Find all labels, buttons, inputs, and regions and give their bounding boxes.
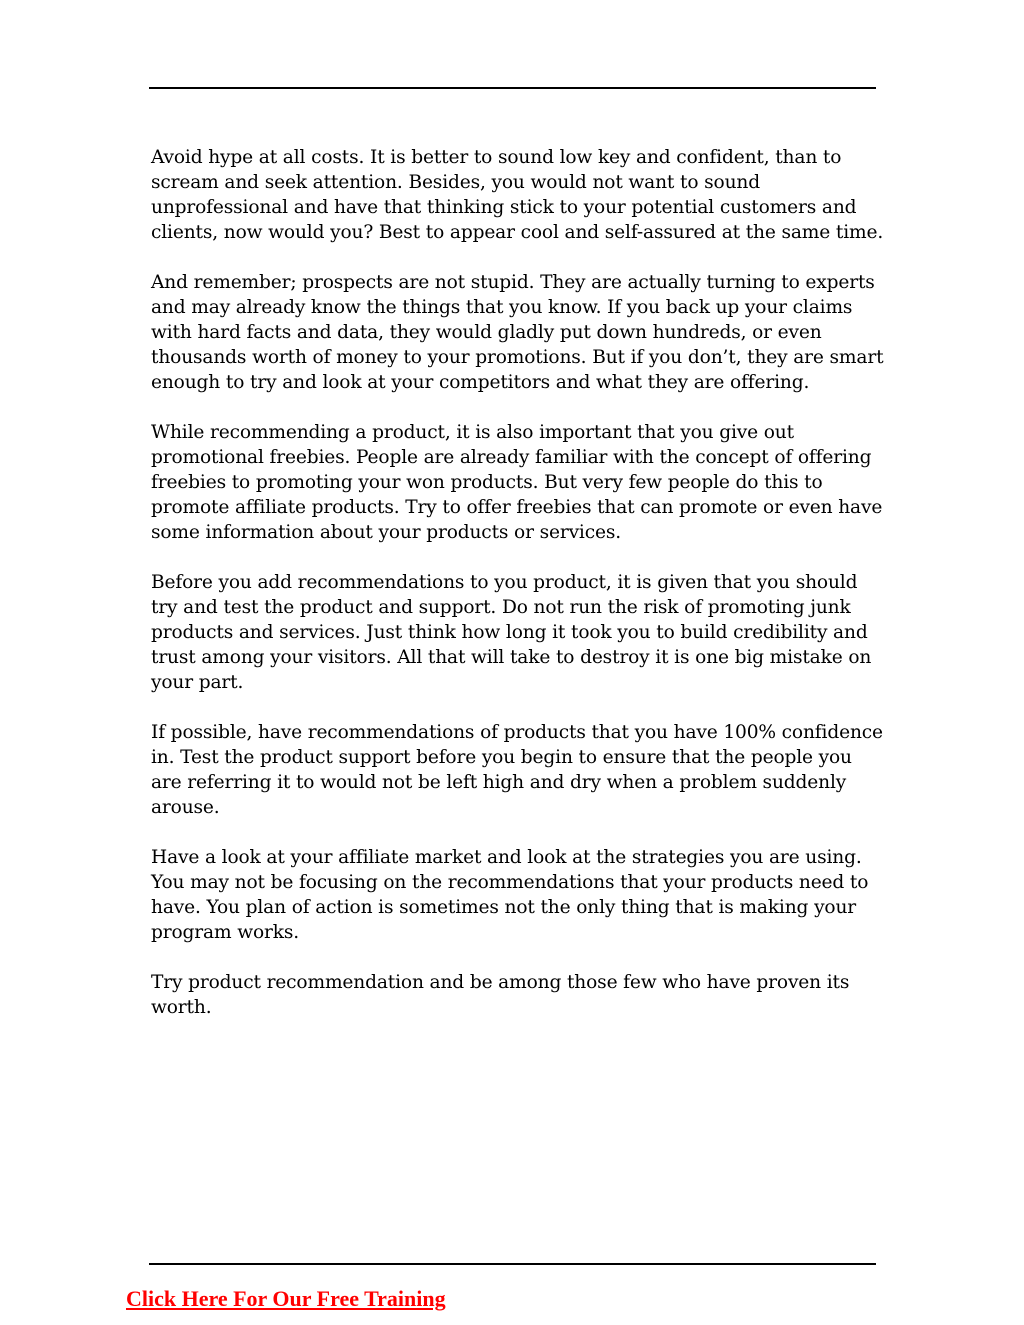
paragraph-promotional-freebies: While recommending a product, it is also important that you give out promotional freebies. People are already familiar with the concept of offering freebies to promoting your won products. But very few people do this to promote affiliate products. Try to offer freebies that can promote or even have some information about your products or services.: [151, 422, 883, 543]
paragraph-test-product: Before you add recommendations to you product, it is given that you should try and test the product and support. Do not run the risk of promoting junk products and services. Just think how long it took you to build credibility and trust among your visitors. All that will take to destroy it is one big mistake on your part.: [151, 572, 872, 693]
paragraph-avoid-hype: Avoid hype at all costs. It is better to sound low key and confident, than to scream and seek attention. Besides, you would not want to sound unprofessional and have that thinking stick to your potential customers and clients, now would you? Best to appear cool and self-assured at the same time.: [151, 147, 884, 243]
paragraph-affiliate-market: Have a look at your affiliate market and look at the strategies you are using. You may not be focusing on the recommendations that your products need to have. You plan of action is sometimes not the only thing that is making your program works.: [151, 847, 869, 943]
paragraph-prospects-not-stupid: And remember; prospects are not stupid. They are actually turning to experts and may already know the things that you know. If you back up your claims with hard facts and data, they would gladly put down hundreds, or even thousands worth of money to your promotions. But if you don’t, they are smart enough to try and look at your competitors and what they are offering.: [151, 272, 884, 393]
document-body: [151, 145, 886, 1045]
footer-divider: [149, 1263, 876, 1265]
header-divider: [149, 87, 876, 89]
paragraph-try-recommendation: Try product recommendation and be among those few who have proven its worth.: [151, 972, 850, 1018]
paragraph-confidence: If possible, have recommendations of products that you have 100% confidence in. Test the product support before you begin to ensure that the people you are referring it to would not be left high and dry when a problem suddenly arouse.: [151, 722, 883, 818]
free-training-link[interactable]: Click Here For Our Free Training: [126, 1286, 446, 1311]
